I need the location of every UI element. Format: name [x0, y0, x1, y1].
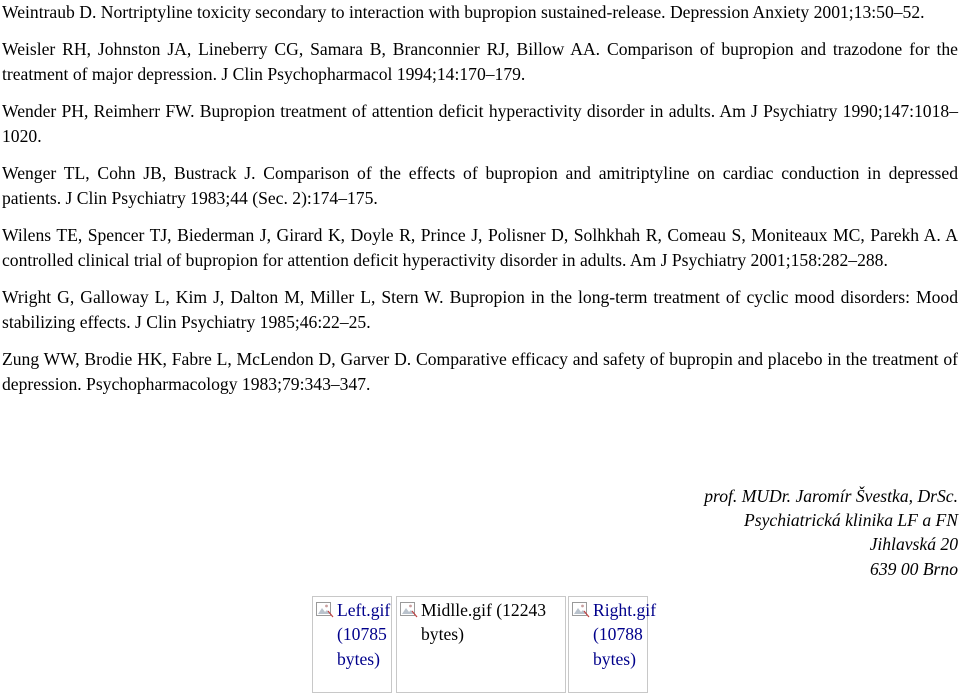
reference-list: [2, 0, 958, 397]
reference-wilens: Wilens TE, Spencer TJ, Biederman J, Girard K, Doyle R, Prince J, Polisner D, Solhkhah R, Comeau S, Moniteaux MC, Parekh A. A controlled clinical trial of bupropion for attention deficit hyperactivity disorder in adults. Am J Psychiatry 2001;158:282–288.: [2, 225, 958, 270]
reference-weintraub: Weintraub D. Nortriptyline toxicity secondary to interaction with bupropion sustained-release. Depression Anxiety 2001;13:50–52.: [2, 2, 925, 22]
author-city: 639 00 Brno: [870, 558, 958, 579]
author-signature: [704, 484, 958, 581]
right-image-placeholder[interactable]: [568, 596, 657, 693]
reference-weisler: Weisler RH, Johnston JA, Lineberry CG, Samara B, Branconnier RJ, Billow AA. Comparison of bupropion and trazodone for the treatment of major depression. J Clin Psychopharmacol 1994;14:170–179.: [2, 39, 958, 84]
right-image-caption[interactable]: Right.gif (10788 bytes): [593, 600, 657, 669]
reference-wright: Wright G, Galloway L, Kim J, Dalton M, Miller L, Stern W. Bupropion in the long-term treatment of cyclic mood disorders: Mood stabilizing effects. J Clin Psychiatry 1985;46:22–25.: [2, 287, 958, 332]
broken-image-icon: [316, 602, 334, 618]
reference-zung: Zung WW, Brodie HK, Fabre L, McLendon D, Garver D. Comparative efficacy and safety of bupropin and placebo in the treatment of depression. Psychopharmacology 1983;79:343–347.: [2, 349, 958, 394]
author-name: prof. MUDr. Jaromír Švestka, DrSc.: [704, 486, 958, 506]
reference-wender: Wender PH, Reimherr FW. Bupropion treatment of attention deficit hyperactivity disorder in adults. Am J Psychiatry 1990;147:1018–1020.: [2, 101, 958, 146]
broken-image-icon: [572, 602, 590, 618]
reference-wenger: Wenger TL, Cohn JB, Bustrack J. Comparison of the effects of bupropion and amitriptyline on cardiac conduction in depressed patients. J Clin Psychiatry 1983;44 (Sec. 2):174–175.: [2, 163, 958, 208]
middle-image-placeholder: [396, 596, 566, 693]
left-image-placeholder[interactable]: [312, 596, 392, 693]
author-street: Jihlavská 20: [869, 534, 958, 555]
author-institution: Psychiatrická klinika LF a FN: [743, 510, 958, 531]
left-image-caption[interactable]: Left.gif (10785 bytes): [337, 600, 391, 669]
broken-image-icon: [400, 602, 418, 618]
middle-image-caption: Midlle.gif (12243 bytes): [421, 600, 547, 645]
